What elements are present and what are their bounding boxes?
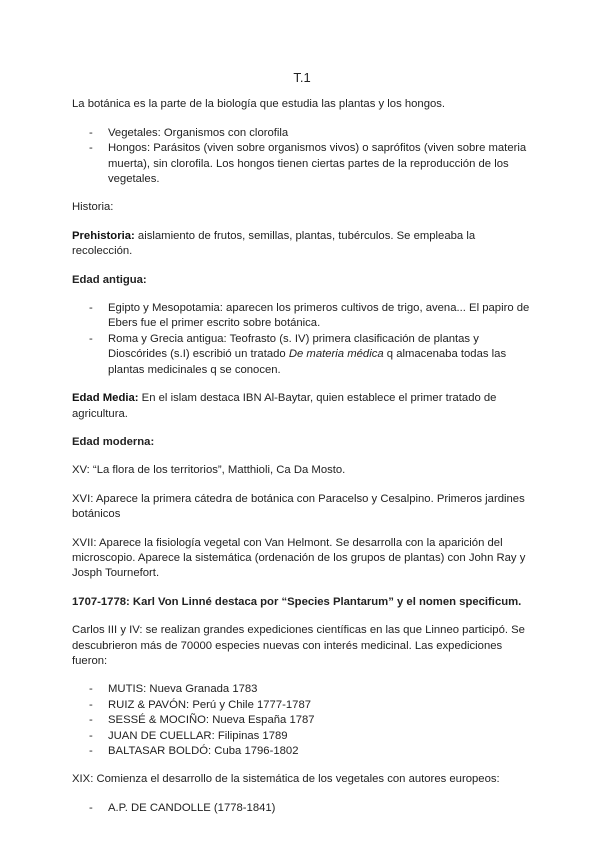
document-page xyxy=(72,70,532,829)
prehistoria-text: aislamiento de frutos, semillas, plantas, tubérculos. Se empleaba la recolección. xyxy=(72,229,476,258)
materia-medica-title: De materia médica xyxy=(288,348,384,361)
list-item: - SESSÉ & MOCIÑO: Nueva España 1787 xyxy=(72,713,532,728)
roma-grecia-text-end: q almacenaba todas las plantas medicinales q se conocen. xyxy=(108,348,507,376)
list-item: - Egipto y Mesopotamia: aparecen los primeros cultivos de trigo, avena... El papiro de Ebers fue el primer escrito sobre botánica. xyxy=(72,301,532,332)
edad-antigua-list xyxy=(72,301,532,378)
linne-paragraph: 1707-1778: Karl Von Linné destaca por “Species Plantarum” y el nomen specificum. xyxy=(72,595,522,608)
list-item: - Hongos: Parásitos (viven sobre organismos vivos) o saprófitos (viven sobre materia muerta), sin clorofila. Los hongos tienen ciertas partes de la reproducción de los vegetales. xyxy=(72,141,532,187)
list-item: - RUIZ & PAVÓN: Perú y Chile 1777-1787 xyxy=(72,698,532,713)
list-item: - MUTIS: Nueva Granada 1783 xyxy=(72,682,532,697)
intro-list xyxy=(72,126,532,188)
list-item xyxy=(72,332,532,378)
edad-moderna-heading: Edad moderna: xyxy=(72,435,155,448)
historia-label: Historia: xyxy=(72,201,114,214)
intro-paragraph: La botánica es la parte de la biología que estudia las plantas y los hongos. xyxy=(72,98,446,111)
carlos-paragraph: Carlos III y IV: se realizan grandes expediciones científicas en las que Linneo participó. Se descubrieron más de 70000 especies nuevas con interés medicinal. Las expediciones fueron: xyxy=(72,624,525,667)
page-title: T.1 xyxy=(293,70,311,85)
list-item: - Vegetales: Organismos con clorofila xyxy=(72,126,532,141)
prehistoria-label: Prehistoria: xyxy=(72,229,135,242)
prehistoria-paragraph xyxy=(72,229,532,260)
edad-media-paragraph xyxy=(72,391,532,422)
xv-paragraph: XV: “La flora de los territorios”, Matthioli, Ca Da Mosto. xyxy=(72,464,346,477)
edad-antigua-heading: Edad antigua: xyxy=(72,273,147,286)
list-item: - BALTASAR BOLDÓ: Cuba 1796-1802 xyxy=(72,744,532,759)
edad-media-text: En el islam destaca IBN Al-Baytar, quien establece el primer tratado de agricultura. xyxy=(72,392,497,420)
roma-grecia-text: Roma y Grecia antigua: Teofrasto (s. IV) primera clasificación de plantas y Dioscórides (s.I) escribió un tratado xyxy=(108,332,479,361)
list-item: - A.P. DE CANDOLLE (1778-1841) xyxy=(72,801,532,816)
edad-media-label: Edad Media: xyxy=(72,392,139,405)
xix-paragraph: XIX: Comienza el desarrollo de la sistemática de los vegetales con autores europeos: xyxy=(72,773,500,786)
list-item: - JUAN DE CUELLAR: Filipinas 1789 xyxy=(72,729,532,744)
expediciones-list xyxy=(72,682,532,759)
xvi-paragraph: XVI: Aparece la primera cátedra de botánica con Paracelso y Cesalpino. Primeros jardines botánicos xyxy=(72,492,525,521)
xvii-paragraph: XVII: Aparece la fisiología vegetal con Van Helmont. Se desarrolla con la aparición del microscopio. Aparece la sistemática (ordenación de los grupos de plantas) con John Ray y Josph Tournefort. xyxy=(72,536,526,580)
autores-list xyxy=(72,801,532,816)
